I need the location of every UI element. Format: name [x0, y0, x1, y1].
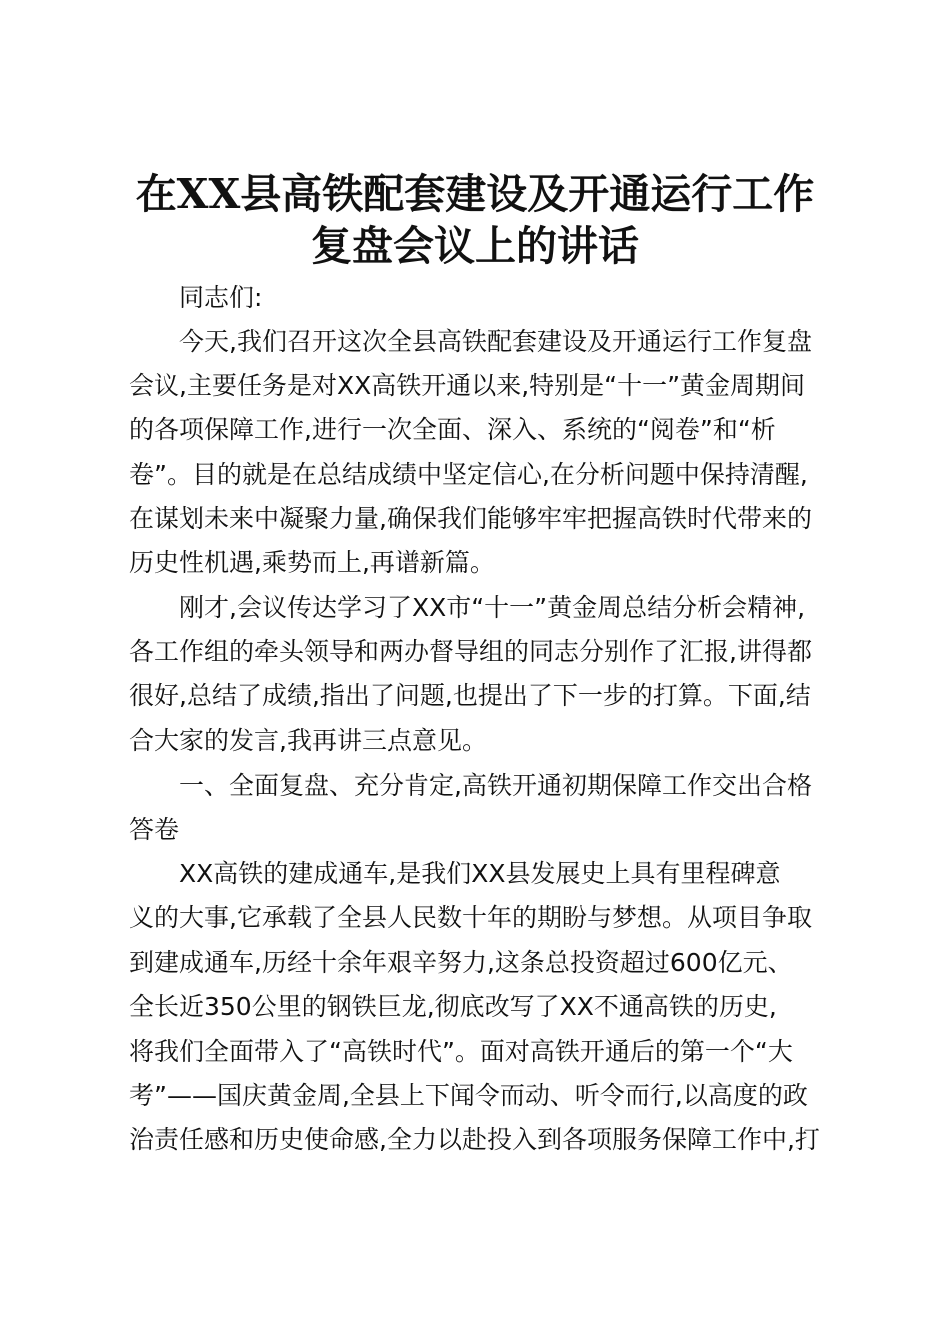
paragraph-1-line-1: 今天,我们召开这次全县高铁配套建设及开通运行工作复盘: [179, 327, 812, 356]
paragraph-1-line-3: 的各项保障工作,进行一次全面、深入、系统的“阅卷”和“析: [129, 415, 776, 444]
paragraph-2-line-2: 各工作组的牵头领导和两办督导组的同志分别作了汇报,讲得都: [129, 637, 812, 666]
paragraph-2-line-4: 合大家的发言,我再讲三点意见。: [129, 726, 487, 755]
speech-title-line-1: 在XX县高铁配套建设及开通运行工作: [135, 170, 815, 218]
paragraph-2-line-3: 很好,总结了成绩,指出了问题,也提出了下一步的打算。下面,结: [129, 681, 811, 710]
paragraph-3-line-1: XX高铁的建成通车,是我们XX县发展史上具有里程碑意: [179, 859, 781, 888]
section-heading-line-1: 一、全面复盘、充分肯定,高铁开通初期保障工作交出合格: [179, 771, 812, 800]
speech-title-line-2: 复盘会议上的讲话: [311, 222, 639, 270]
paragraph-2-line-1: 刚才,会议传达学习了XX市“十一”黄金周总结分析会精神,: [179, 593, 806, 622]
salutation: 同志们:: [179, 283, 263, 312]
paragraph-1-line-6: 历史性机遇,乘势而上,再谱新篇。: [129, 548, 495, 577]
section-heading-line-2: 答卷: [129, 815, 180, 844]
paragraph-3-line-4: 全长近350公里的钢铁巨龙,彻底改写了XX不通高铁的历史,: [129, 992, 777, 1021]
paragraph-1-line-2: 会议,主要任务是对XX高铁开通以来,特别是“十一”黄金周期间: [129, 371, 806, 400]
paragraph-3-line-7: 治责任感和历史使命感,全力以赴投入到各项服务保障工作中,打: [129, 1125, 820, 1154]
paragraph-1-line-5: 在谋划未来中凝聚力量,确保我们能够牢牢把握高铁时代带来的: [129, 504, 812, 533]
paragraph-3-line-6: 考”——国庆黄金周,全县上下闻令而动、听令而行,以高度的政: [129, 1081, 808, 1110]
paragraph-1-line-4: 卷”。目的就是在总结成绩中坚定信心,在分析问题中保持清醒,: [129, 460, 808, 489]
paragraph-3-line-5: 将我们全面带入了“高铁时代”。面对高铁开通后的第一个“大: [129, 1037, 793, 1066]
paragraph-3-line-2: 义的大事,它承载了全县人民数十年的期盼与梦想。从项目争取: [129, 903, 812, 932]
paragraph-3-line-3: 到建成通车,历经十余年艰辛努力,这条总投资超过600亿元、: [129, 948, 793, 977]
